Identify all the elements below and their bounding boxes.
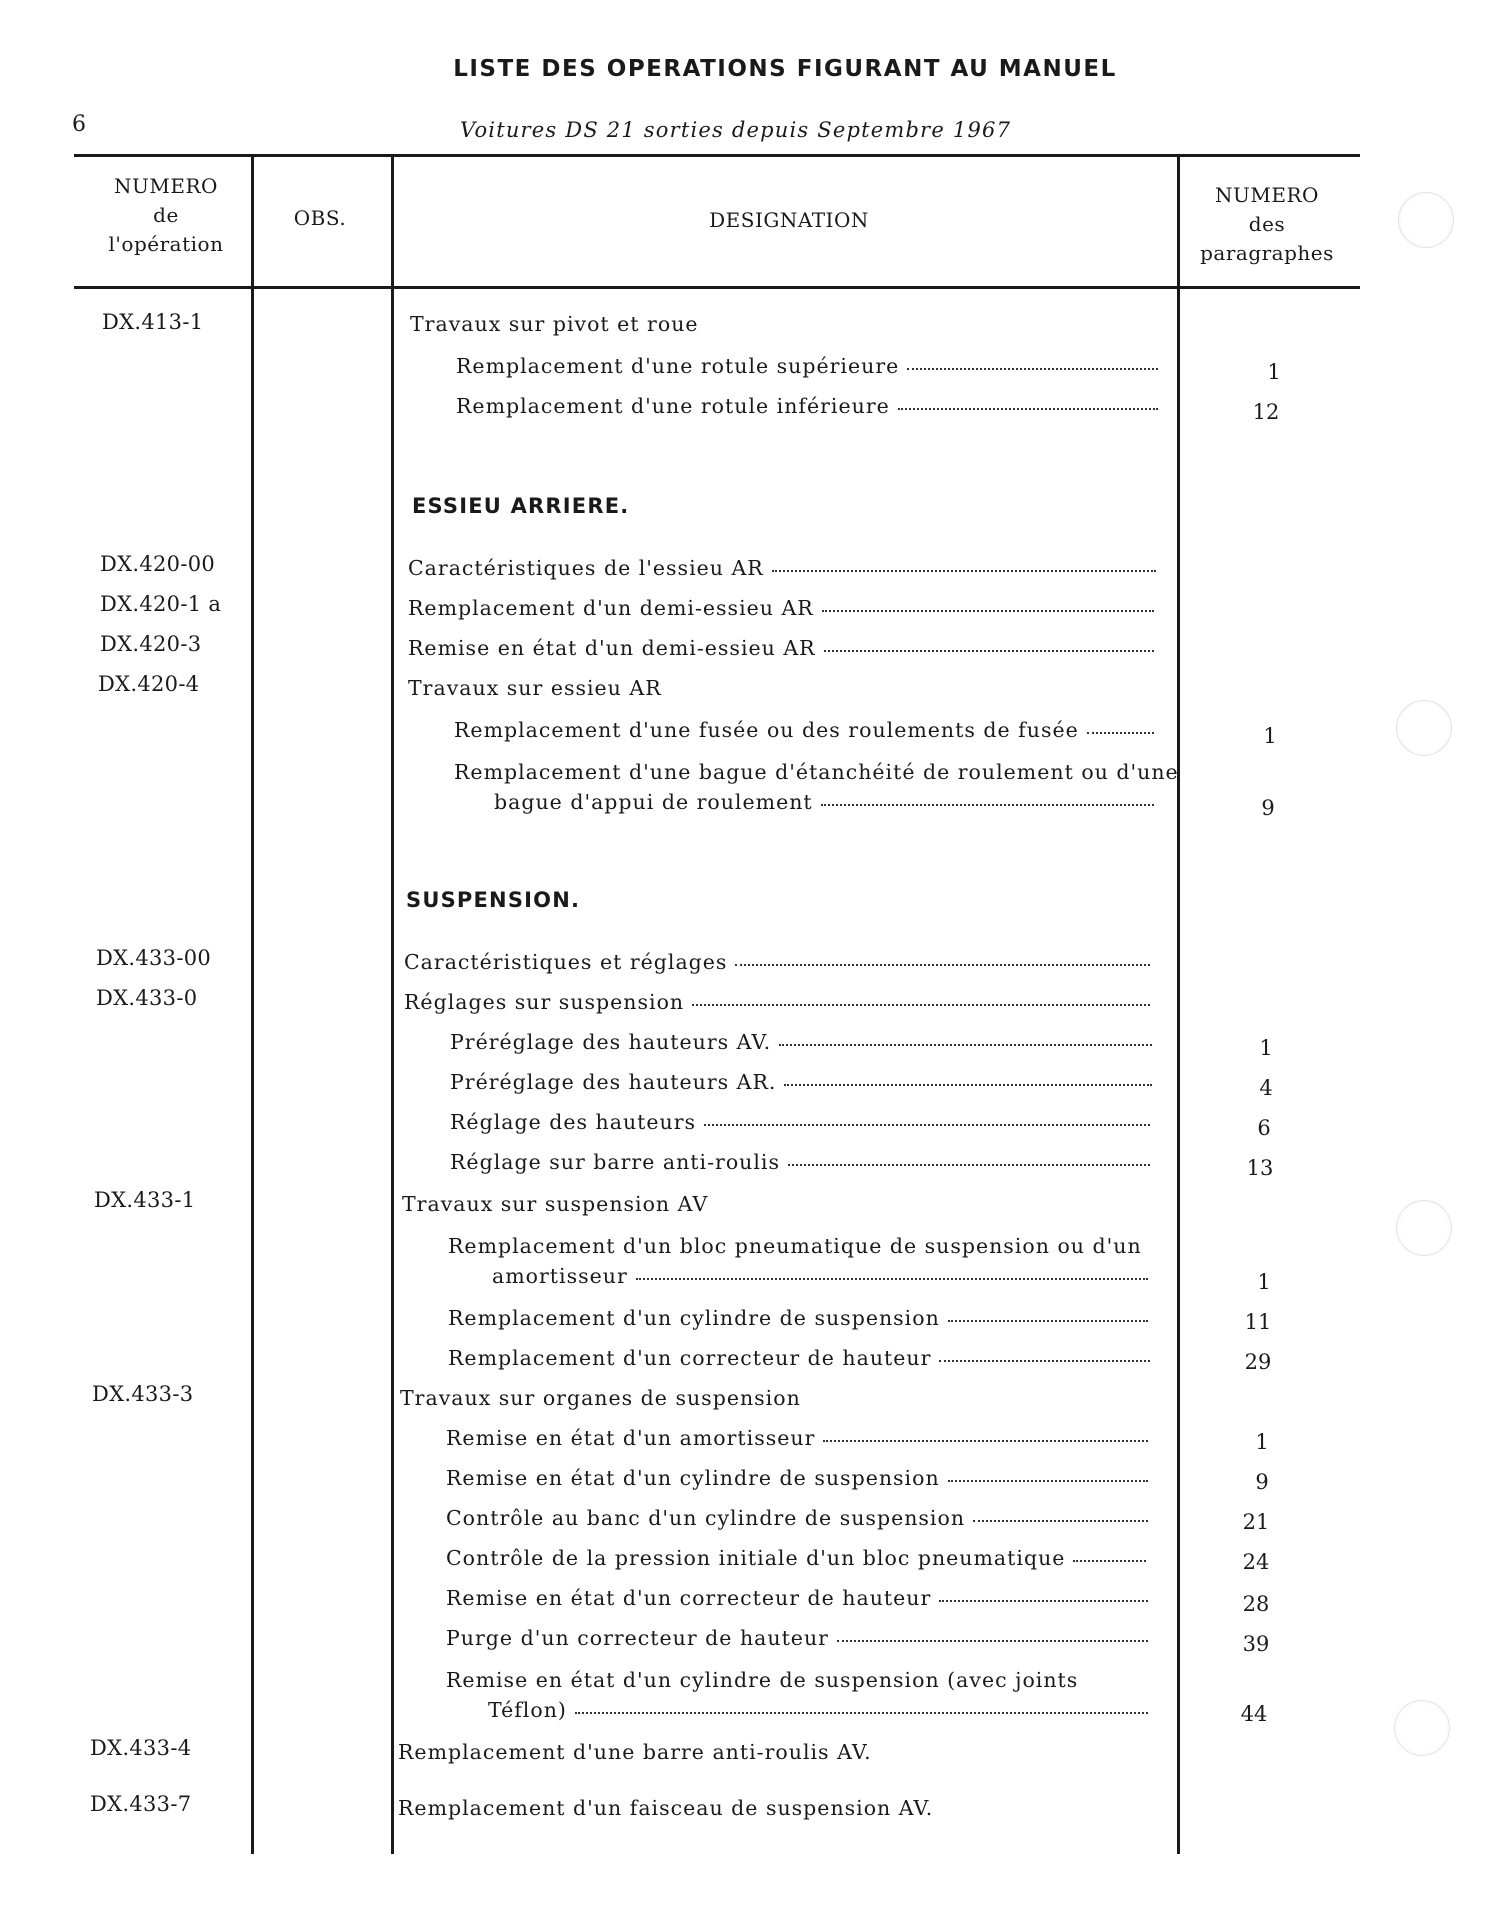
column-divider [1177, 154, 1180, 1854]
paragraph-number: 4 [1259, 1076, 1273, 1100]
operation-code: DX.420-3 [100, 632, 202, 656]
paragraph-number: 9 [1261, 796, 1275, 820]
page-title: LISTE DES OPERATIONS FIGURANT AU MANUEL [453, 56, 1117, 82]
designation-item: Préréglage des hauteurs AR. [450, 1070, 1152, 1094]
paragraph-number: 28 [1242, 1592, 1270, 1616]
paragraph-number: 24 [1242, 1550, 1270, 1574]
paragraph-number: 11 [1244, 1310, 1272, 1334]
operation-code: DX.433-00 [96, 946, 212, 970]
designation-item: Contrôle au banc d'un cylindre de suspension [446, 1506, 1148, 1530]
paragraph-number: 44 [1240, 1702, 1268, 1726]
header-numero-operation: NUMERO de l'opération [108, 174, 224, 256]
operation-designation: Caractéristiques et réglages [404, 950, 1150, 974]
operation-designation: Travaux sur suspension AV [402, 1192, 709, 1216]
operation-designation: Réglages sur suspension [404, 990, 1150, 1014]
designation-item: Remplacement d'une bague d'étanchéité de roulement ou d'une [454, 760, 1179, 784]
operation-code: DX.413-1 [102, 310, 204, 334]
binder-hole [1398, 192, 1454, 248]
designation-item: Remplacement d'une rotule supérieure [456, 354, 1158, 378]
paragraph-number: 1 [1267, 360, 1281, 384]
paragraph-number: 39 [1242, 1632, 1270, 1656]
operation-designation: Travaux sur pivot et roue [410, 312, 699, 336]
page-subtitle: Voitures DS 21 sorties depuis Septembre 1967 [460, 118, 1012, 142]
header-obs: OBS. [293, 206, 347, 230]
operation-designation: Remplacement d'un faisceau de suspension AV. [398, 1796, 934, 1820]
binder-hole [1396, 1200, 1452, 1256]
paragraph-number: 1 [1257, 1270, 1271, 1294]
operation-designation: Travaux sur essieu AR [408, 676, 662, 700]
designation-item: Remplacement d'une fusée ou des roulements de fusée [454, 718, 1154, 742]
operation-code: DX.433-3 [92, 1382, 194, 1406]
designation-item: amortisseur [492, 1264, 1148, 1288]
operation-code: DX.433-0 [96, 986, 198, 1010]
operation-designation: Remise en état d'un demi-essieu AR [408, 636, 1154, 660]
designation-item: Remise en état d'un correcteur de hauteur [446, 1586, 1148, 1610]
designation-item: Remplacement d'un correcteur de hauteur [448, 1346, 1150, 1370]
operation-code: DX.420-4 [98, 672, 200, 696]
operation-code: DX.433-4 [90, 1736, 192, 1760]
paragraph-number: 1 [1263, 724, 1277, 748]
column-divider [251, 154, 254, 1854]
paragraph-number: 21 [1242, 1510, 1270, 1534]
section-heading: ESSIEU ARRIERE. [412, 494, 630, 518]
designation-item: Réglage sur barre anti-roulis [450, 1150, 1150, 1174]
operation-code: DX.420-1 a [100, 592, 222, 616]
paragraph-number: 1 [1255, 1430, 1269, 1454]
designation-item: Remplacement d'un cylindre de suspension [448, 1306, 1148, 1330]
operation-code: DX.433-7 [90, 1792, 192, 1816]
paragraph-number: 9 [1255, 1470, 1269, 1494]
designation-item: Remise en état d'un cylindre de suspension [446, 1466, 1148, 1490]
designation-item: Remise en état d'un cylindre de suspension (avec joints [446, 1668, 1079, 1692]
operation-designation: Caractéristiques de l'essieu AR [408, 556, 1156, 580]
page-number: 6 [72, 112, 86, 137]
designation-item: bague d'appui de roulement [494, 790, 1154, 814]
header-numero-paragraphes: NUMERO des paragraphes [1200, 183, 1334, 265]
designation-item: Réglage des hauteurs [450, 1110, 1150, 1134]
designation-item: Préréglage des hauteurs AV. [450, 1030, 1152, 1054]
paragraph-number: 12 [1252, 400, 1280, 424]
designation-item: Téflon) [488, 1698, 1148, 1722]
operation-code: DX.420-00 [100, 552, 216, 576]
paragraph-number: 1 [1259, 1036, 1273, 1060]
table-top-rule [74, 154, 1360, 157]
binder-hole [1396, 700, 1452, 756]
paragraph-number: 13 [1246, 1156, 1274, 1180]
column-divider [391, 154, 394, 1854]
designation-item: Remplacement d'un bloc pneumatique de suspension ou d'un [448, 1234, 1142, 1258]
paragraph-number: 29 [1244, 1350, 1272, 1374]
operation-code: DX.433-1 [94, 1188, 196, 1212]
binder-hole [1394, 1700, 1450, 1756]
designation-item: Contrôle de la pression initiale d'un bloc pneumatique [446, 1546, 1146, 1570]
designation-item: Purge d'un correcteur de hauteur [446, 1626, 1148, 1650]
operation-designation: Remplacement d'une barre anti-roulis AV. [398, 1740, 872, 1764]
designation-item: Remplacement d'une rotule inférieure [456, 394, 1158, 418]
designation-item: Remise en état d'un amortisseur [446, 1426, 1148, 1450]
paragraph-number: 6 [1257, 1116, 1271, 1140]
table-header-rule [74, 286, 1360, 289]
section-heading: SUSPENSION. [406, 888, 581, 912]
header-designation: DESIGNATION [709, 208, 869, 232]
operation-designation: Travaux sur organes de suspension [400, 1386, 801, 1410]
operation-designation: Remplacement d'un demi-essieu AR [408, 596, 1154, 620]
